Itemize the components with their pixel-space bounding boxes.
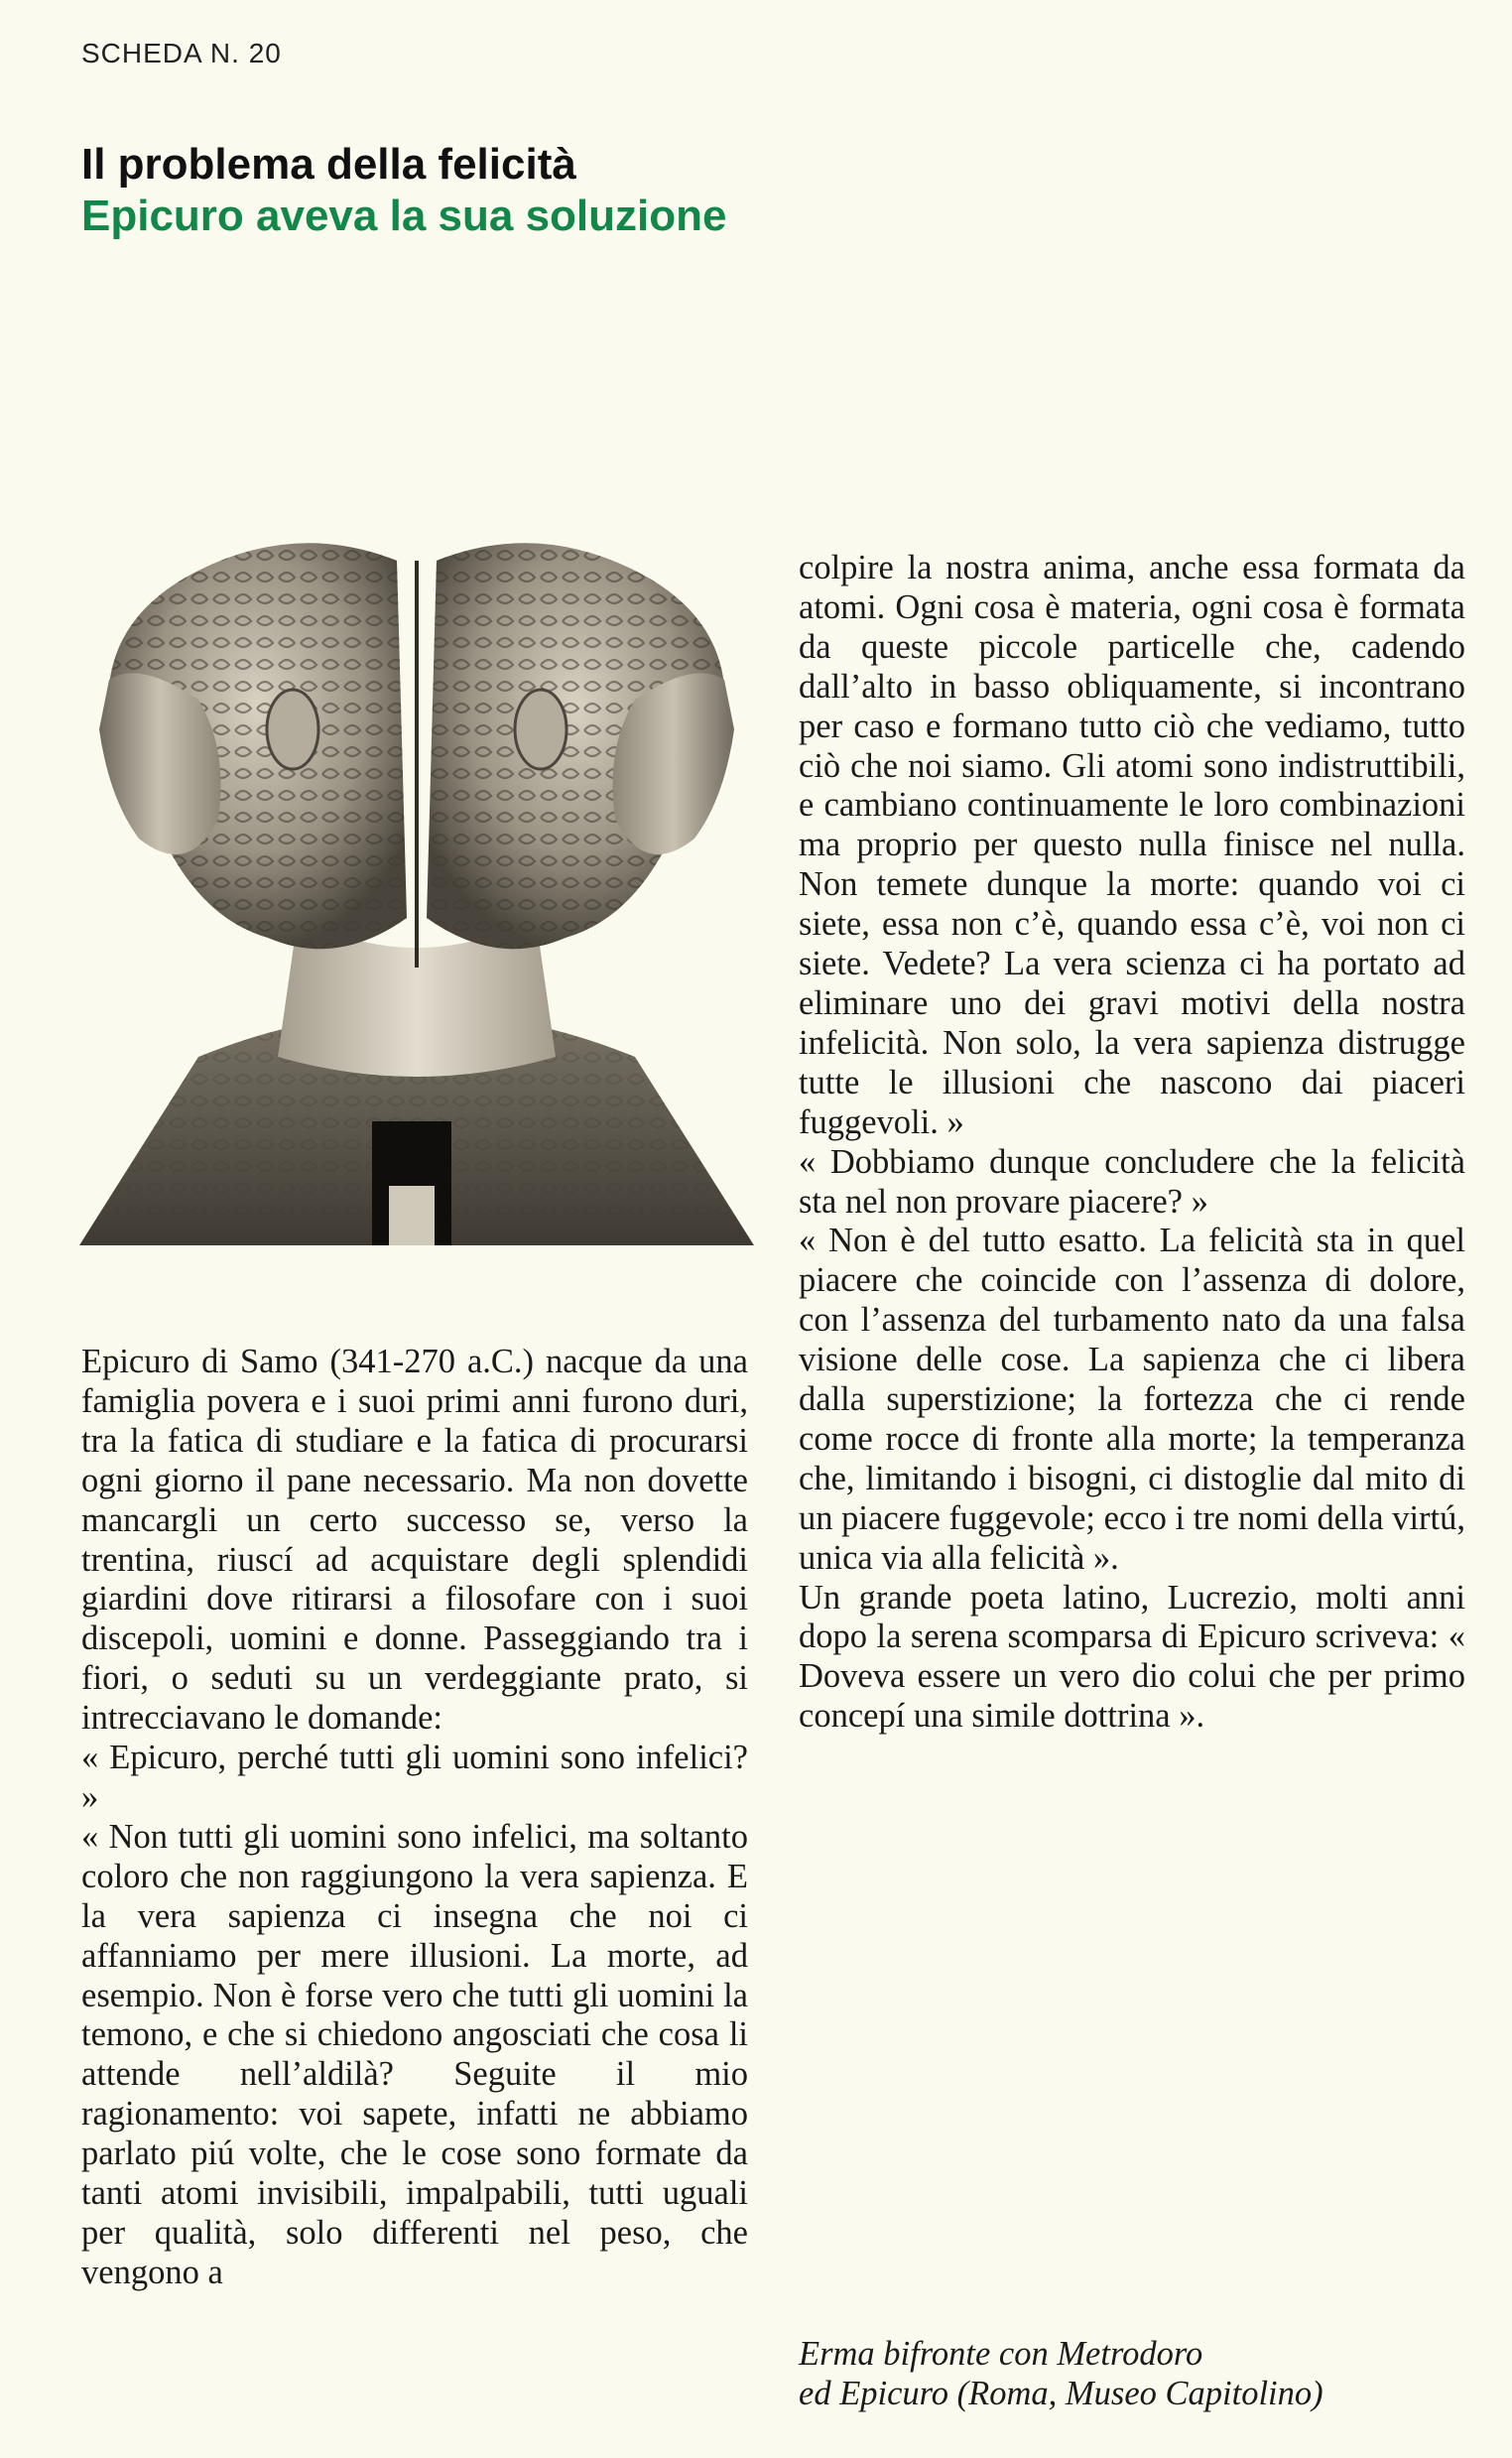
caption-line-2: ed Epicuro (Roma, Museo Capitolino): [799, 2375, 1323, 2412]
paragraph: « Dobbiamo dunque concludere che la felicità sta nel non provare piacere? »: [799, 1142, 1465, 1221]
paragraph: « Non è del tutto esatto. La felicità sta in quel piacere che coincide con l’assenza di dolore, con l’assenza del turbamento nato da una falsa visione delle cose. La sapienza che ci libera dalla superstizione; la fortezza che ci rende come rocce di fronte alla morte; la temperanza che, limitando i bisogni, ci distoglie dal mito di un piacere fuggevole; ecco i tre nomi della virtú, unica via alla felicità ».: [799, 1222, 1465, 1577]
paragraph: Epicuro di Samo (341-270 a.C.) nacque da una famiglia povera e i suoi primi anni furono duri, tra la fatica di studiare e la fatica di procurarsi ogni giorno il pane necessario. Ma non dovette mancargli un certo successo se, verso la trentina, riuscí ad acquistare degli splendidi giardini dove ritirarsi a filosofare con i suoi discepoli, uomini e donne. Passeggiando tra i fiori, o seduti su un verdeggiante prato, si intrecciavano le domande:: [81, 1343, 748, 1738]
page-title: [81, 139, 726, 242]
paragraph: « Non tutti gli uomini sono infelici, ma soltanto coloro che non raggiungono la vera sapienza. E la vera sapienza ci insegna che noi ci affanniamo per mere illusioni. La morte, ad esempio. Non è forse vero che tutti gli uomini la temono, e che si chiedono angosciati che cosa li attende nell’aldilà? Seguite il mio ragionamento: voi sapete, infatti ne abbiamo parlato piú volte, che le cose sono formate da tanti atomi invisibili, impalpabili, tutti uguali per qualità, solo differenti nel peso, che vengono a: [81, 1817, 748, 2291]
left-text-column: [81, 1343, 748, 2293]
paragraph: Un grande poeta latino, Lucrezio, molti anni dopo la serena scomparsa di Epicuro scriveva: « Doveva essere un vero dio colui che per primo concepí una simile dottrina ».: [799, 1578, 1465, 1736]
page-section-label: SCHEDA N. 20: [81, 38, 282, 68]
double-herm-bust-image: [79, 501, 754, 1255]
caption-line-1: Erma bifronte con Metrodoro: [799, 2335, 1203, 2373]
right-text-column: [799, 549, 1465, 1737]
figure-caption: [799, 2334, 1473, 2413]
paragraph: « Epicuro, perché tutti gli uomini sono infelici? »: [81, 1739, 748, 1816]
paragraph: colpire la nostra anima, anche essa formata da atomi. Ogni cosa è materia, ogni cosa è formata da queste piccole particelle che, cadendo dall’alto in basso obliquamente, si incontrano per caso e formano tutto ciò che vediamo, tutto ciò che noi siamo. Gli atomi sono indistruttibili, e cambiano continuamente le loro combinazioni ma proprio per questo nulla finisce nel nulla. Non temete dunque la morte: quando voi ci siete, essa non c’è, quando essa c’è, voi non ci siete. Vedete? La vera scienza ci ha portato ad eliminare uno dei gravi motivi della nostra infelicità. Non solo, la vera sapienza distrugge tutte le illusioni che nascono dai piaceri fuggevoli. »: [799, 549, 1465, 1141]
title-line-1: Il problema della felicità: [81, 140, 576, 189]
title-line-2: Epicuro aveva la sua soluzione: [81, 192, 727, 240]
